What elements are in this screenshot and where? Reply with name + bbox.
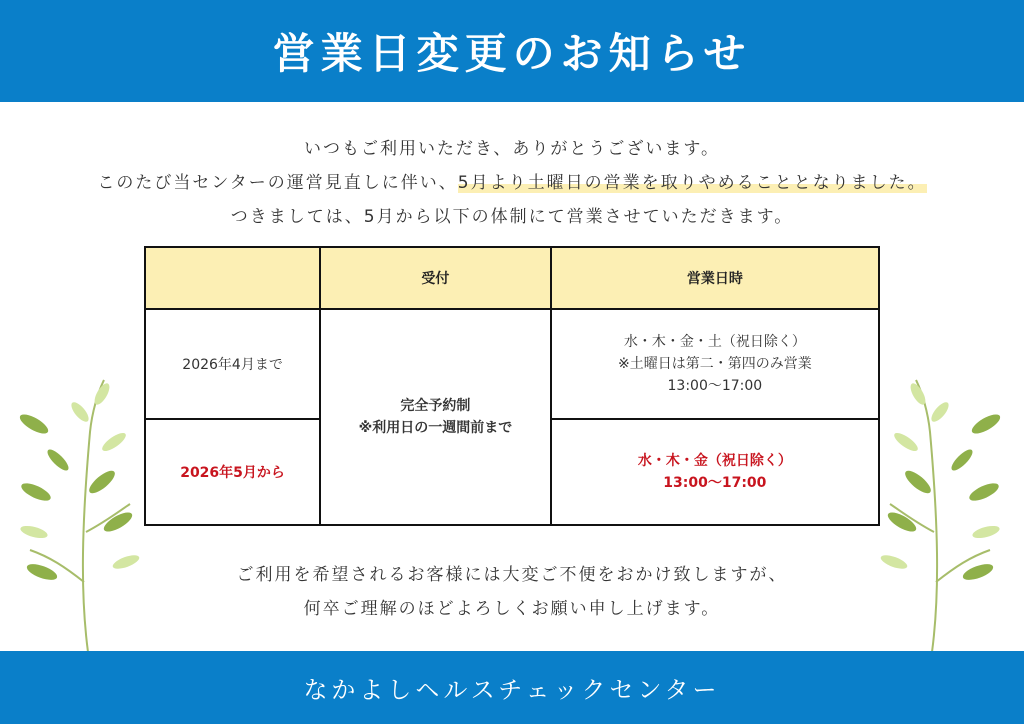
hours-line: ※土曜日は第二・第四のみ営業 xyxy=(617,356,812,372)
hours-line: 13:00〜17:00 xyxy=(667,378,763,394)
intro-line-1: いつもご利用いただき、ありがとうございます。 xyxy=(304,139,720,159)
leafy-branch-icon xyxy=(10,372,140,652)
organization-name: なかよしヘルスチェックセンター xyxy=(303,676,721,704)
intro-line-2-text: このたび当センターの運営見直しに伴い、 xyxy=(97,173,458,193)
period-cell: 2026年4月まで xyxy=(145,309,320,419)
closing-text xyxy=(0,558,1024,626)
closing-line-2: 何卒ご理解のほどよろしくお願い申し上げます。 xyxy=(303,599,721,619)
header-cell-period xyxy=(145,247,320,309)
leafy-branch-icon xyxy=(880,372,1010,652)
hours-line: 水・木・金・土（祝日除く） xyxy=(623,334,806,350)
hours-cell xyxy=(551,419,879,525)
page-title: 営業日変更のお知らせ xyxy=(272,29,752,78)
header-cell-hours: 営業日時 xyxy=(551,247,879,309)
footer-bar xyxy=(0,651,1024,724)
table-row xyxy=(145,309,879,419)
hours-line: 13:00〜17:00 xyxy=(663,475,767,491)
reception-cell xyxy=(320,309,551,525)
closing-line-1: ご利用を希望されるお客様には大変ご不便をおかけ致しますが、 xyxy=(236,565,788,585)
reception-line: 完全予約制 xyxy=(400,398,471,414)
header-bar xyxy=(0,0,1024,102)
intro-highlight: 5月より土曜日の営業を取りやめることとなりました。 xyxy=(457,173,927,193)
table-header-row xyxy=(145,247,879,309)
intro-text xyxy=(0,132,1024,234)
reception-line: ※利用日の一週間前まで xyxy=(358,420,513,436)
intro-line-3: つきましては、5月から以下の体制にて営業させていただきます。 xyxy=(230,207,794,227)
schedule-table xyxy=(144,246,880,526)
header-cell-reception: 受付 xyxy=(320,247,551,309)
period-cell: 2026年5月から xyxy=(145,419,320,525)
hours-line: 水・木・金（祝日除く） xyxy=(637,453,792,469)
intro-line-2 xyxy=(0,166,1024,200)
hours-cell xyxy=(551,309,879,419)
